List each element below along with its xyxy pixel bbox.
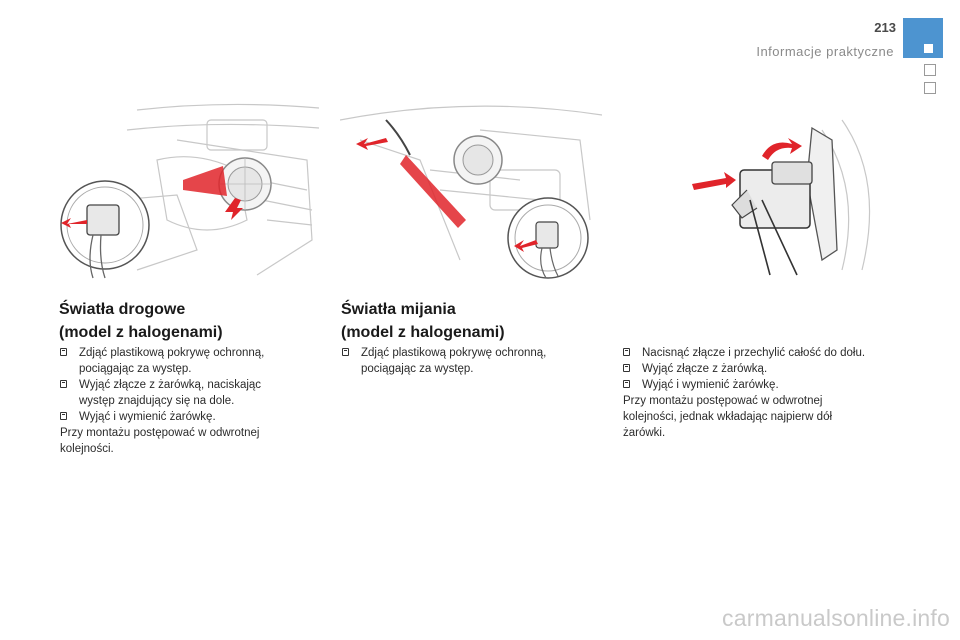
assembly-note: Przy montażu postępować w odwrotnej kolejności, jednak wkładając najpierw dół żarówki. — [623, 395, 833, 439]
heading-high-beam — [59, 298, 223, 344]
step-text: Wyjąć i wymienić żarówkę. — [79, 411, 216, 423]
checkbox-bullet-icon — [342, 348, 349, 356]
heading-line: Światła drogowe — [59, 301, 186, 318]
step-item — [60, 345, 300, 377]
step-text: Zdjąć plastikową pokrywę ochronną, pociągając za występ. — [361, 347, 547, 375]
step-item — [60, 377, 300, 409]
heading-low-beam — [341, 298, 505, 344]
page-number: 213 — [874, 20, 896, 35]
heading-line: (model z halogenami) — [341, 324, 505, 341]
step-item — [623, 345, 893, 361]
step-item — [623, 377, 893, 393]
heading-line: Światła mijania — [341, 301, 456, 318]
steps-high-beam — [60, 345, 300, 457]
step-item — [623, 361, 893, 377]
step-text: Wyjąć i wymienić żarówkę. — [642, 379, 779, 391]
step-text: Nacisnąć złącze i przechylić całość do dołu. — [642, 347, 866, 359]
figure-high-beam-headlamp — [57, 100, 319, 282]
heading-line: (model z halogenami) — [59, 324, 223, 341]
checkbox-bullet-icon — [60, 412, 67, 420]
checkbox-bullet-icon — [60, 380, 67, 388]
step-text: Wyjąć złącze z żarówką. — [642, 363, 768, 375]
checkbox-bullet-icon — [623, 348, 630, 356]
steps-low-beam — [342, 345, 582, 377]
chapter-tab[interactable] — [924, 64, 936, 76]
step-text: Wyjąć złącze z żarówką, naciskając występ znajdujący się na dole. — [79, 379, 262, 407]
steps-bulb-removal — [623, 345, 893, 441]
chapter-tab-active[interactable] — [903, 18, 943, 58]
step-item — [342, 345, 582, 377]
chapter-tab[interactable] — [924, 82, 936, 94]
figure-bulb-removal — [622, 100, 884, 282]
figure-low-beam-headlamp — [340, 100, 602, 282]
assembly-note: Przy montażu postępować w odwrotnej kolejności. — [60, 427, 260, 455]
section-title: Informacje praktyczne — [756, 44, 894, 59]
checkbox-bullet-icon — [623, 380, 630, 388]
checkbox-bullet-icon — [60, 348, 67, 356]
step-item — [60, 409, 300, 425]
step-text: Zdjąć plastikową pokrywę ochronną, pociągając za występ. — [79, 347, 265, 375]
checkbox-bullet-icon — [623, 364, 630, 372]
watermark: carmanualsonline.info — [722, 605, 950, 631]
